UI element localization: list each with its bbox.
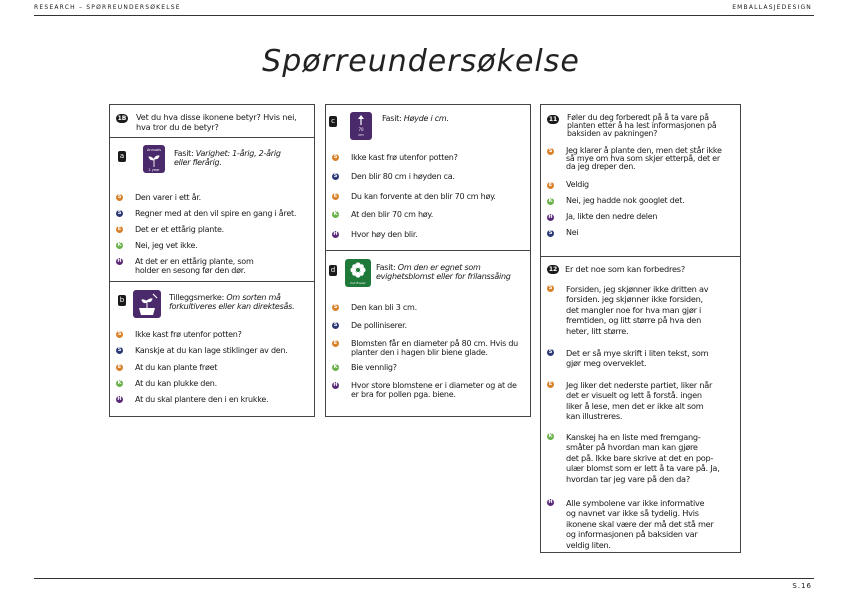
answer-row: Alle symbolene var ikke informative og navnet var ikke så tydelig. Hvis ikonene skal være der må det stå mer og informasjonen på baksiden var veldig liten.	[566, 498, 714, 550]
answer-row: Bie vennlig?	[351, 363, 397, 372]
respondent-badge: K	[333, 211, 338, 217]
respondent-badge: S	[548, 230, 553, 236]
annual-plant-icon	[143, 145, 165, 173]
respondent-badge: K	[548, 198, 553, 204]
answer-row: Kanskje at du kan lage stiklinger av den.	[135, 346, 288, 355]
respondent-badge: H	[333, 382, 338, 388]
answer-row: Nei, jeg vet ikke.	[135, 241, 198, 250]
fasit-c: Fasit: Høyde i cm.	[382, 114, 449, 123]
question-11-text: Føler du deg forberedt på å ta vare på planten etter å ha lest informasjonen på baksiden av pakningen?	[567, 113, 717, 138]
answer-row: Forsiden, jeg skjønner ikke dritten av forsiden. jeg skjønner ikke forsiden, det mangler noe for hva man gjør i fremtiden, og litt større på hva den heter, litt større.	[566, 284, 709, 336]
question-number-badge: 11	[548, 116, 558, 123]
divider	[326, 250, 530, 251]
respondent-badge: S	[548, 148, 553, 154]
divider	[110, 281, 314, 282]
respondent-badge: H	[548, 214, 553, 220]
item-tag-a: a	[119, 152, 125, 160]
item-tag-b: b	[119, 296, 125, 304]
answer-row: Hvor store blomstene er i diameter og at de er bra for pollen pga. biene.	[351, 381, 517, 400]
pre-cultivation-icon	[133, 290, 161, 318]
question-number-badge: 12	[548, 266, 558, 273]
answer-row: Nei, jeg hadde nok googlet det.	[566, 196, 685, 205]
question-number-badge: 1B	[117, 115, 127, 122]
respondent-badge: E	[333, 193, 338, 199]
respondent-badge: S	[117, 347, 122, 353]
item-tag-c: c	[329, 116, 337, 127]
answer-row: Det er et ettårig plante.	[135, 225, 224, 234]
item-tag-d: d	[330, 266, 336, 274]
page-number: S.16	[792, 582, 812, 590]
respondent-badge: S	[333, 173, 338, 179]
footer-rule	[34, 578, 814, 579]
respondent-badge: E	[548, 182, 553, 188]
answer-row: Den varer i ett år.	[135, 193, 201, 202]
respondent-badge: S	[117, 210, 122, 216]
respondent-badge: H	[333, 231, 338, 237]
respondent-badge: E	[333, 340, 338, 346]
col2-box	[325, 104, 531, 417]
divider	[541, 256, 740, 257]
respondent-badge: S	[333, 322, 338, 328]
answer-row: Ja, likte den nedre delen	[566, 212, 658, 221]
respondent-badge: S	[548, 285, 553, 291]
icon-label-top: 70	[358, 127, 364, 132]
answer-row: At du skal plantere den i en krukke.	[135, 395, 269, 404]
respondent-badge: E	[548, 381, 553, 387]
question-text: Vet du hva disse ikonene betyr? Hvis nei, hva tror du de betyr?	[136, 112, 297, 132]
answer-row: Blomsten får en diameter på 80 cm. Hvis du planter den i hagen blir biene glade.	[351, 339, 518, 358]
icon-label-top: Annuals	[147, 148, 161, 152]
header-right: EMBALLASJEDESIGN	[732, 4, 812, 11]
fasit-a: Fasit: Varighet: 1-årig, 2-årig eller flerårig.	[174, 149, 281, 167]
question-12-text: Er det noe som kan forbedres?	[565, 264, 686, 274]
respondent-badge: H	[117, 396, 122, 402]
answer-row: At du kan plukke den.	[135, 379, 217, 388]
fasit-d: Fasit: Om den er egnet som evighetsblomst eller for frilanssåing	[376, 263, 511, 281]
icon-label-bottom: cm	[358, 133, 364, 137]
answer-row: Jeg klarer å plante den, men det står ikke så mye om hva som skjer etterpå, det er da jeg dreper den.	[566, 146, 722, 172]
respondent-badge: K	[117, 242, 122, 248]
answer-row: At den blir 70 cm høy.	[351, 210, 434, 219]
answer-row: Det er så mye skrift i liten tekst, som gjør meg overveklet.	[566, 348, 709, 369]
header-left: RESEARCH – SPØRREUNDERSØKELSE	[34, 4, 181, 11]
answer-row: Hvor høy den blir.	[351, 230, 418, 239]
respondent-badge: K	[548, 433, 553, 439]
respondent-badge: S	[333, 304, 338, 310]
answer-row: At det er en ettårig plante, som holder en sesong før den dør.	[135, 257, 254, 276]
respondent-badge: H	[548, 499, 553, 505]
respondent-badge: K	[333, 364, 338, 370]
respondent-badge: S	[548, 349, 553, 355]
respondent-badge: S	[117, 194, 122, 200]
answer-row: Nei	[566, 228, 579, 237]
answer-row: At du kan plante frøet	[135, 363, 218, 372]
respondent-badge: K	[117, 380, 122, 386]
answer-row: Du kan forvente at den blir 70 cm høy.	[351, 192, 496, 201]
respondent-badge: S	[117, 331, 122, 337]
answer-row: Den blir 80 cm i høyden ca.	[351, 172, 455, 181]
answer-row: Veldig	[566, 180, 589, 189]
respondent-badge: E	[117, 226, 122, 232]
respondent-badge: S	[333, 154, 338, 160]
answer-row: Kanskej ha en liste med fremgang- småter på hvordan man kan gjøre det på. Ikke bare skrive at det en pop- ulær blomst som er lett å ta vare på. Ja, hvordan tar jeg vare på den da?	[566, 432, 720, 484]
icon-label-bottom: Cut flower	[350, 281, 366, 285]
divider	[110, 137, 314, 138]
icon-label-bottom: 1 year	[148, 168, 160, 172]
answer-row: Ikke kast frø utenfor potten?	[135, 330, 242, 339]
header-rule	[34, 15, 814, 16]
page-title: Spørreundersøkelse	[262, 44, 580, 79]
answer-row: Den kan bli 3 cm.	[351, 303, 417, 312]
respondent-badge: E	[117, 364, 122, 370]
col3-box	[540, 104, 741, 553]
col1-box	[109, 104, 315, 417]
respondent-badge: H	[117, 258, 122, 264]
answer-row: Ikke kast frø utenfor potten?	[351, 153, 458, 162]
answer-row: De polliniserer.	[351, 321, 407, 330]
fasit-b: Tilleggsmerke: Om sorten må forkultiveres eller kan direktesås.	[169, 293, 295, 311]
answer-row: Jeg liker det nederste partiet, liker når det er visuelt og lett å forstå. ingen liker å lese, men det er ikke alt som kan illustreres.	[566, 380, 713, 422]
height-icon	[350, 112, 372, 140]
flower-icon	[345, 259, 371, 287]
answer-row: Regner med at den vil spire en gang i året.	[135, 209, 297, 218]
